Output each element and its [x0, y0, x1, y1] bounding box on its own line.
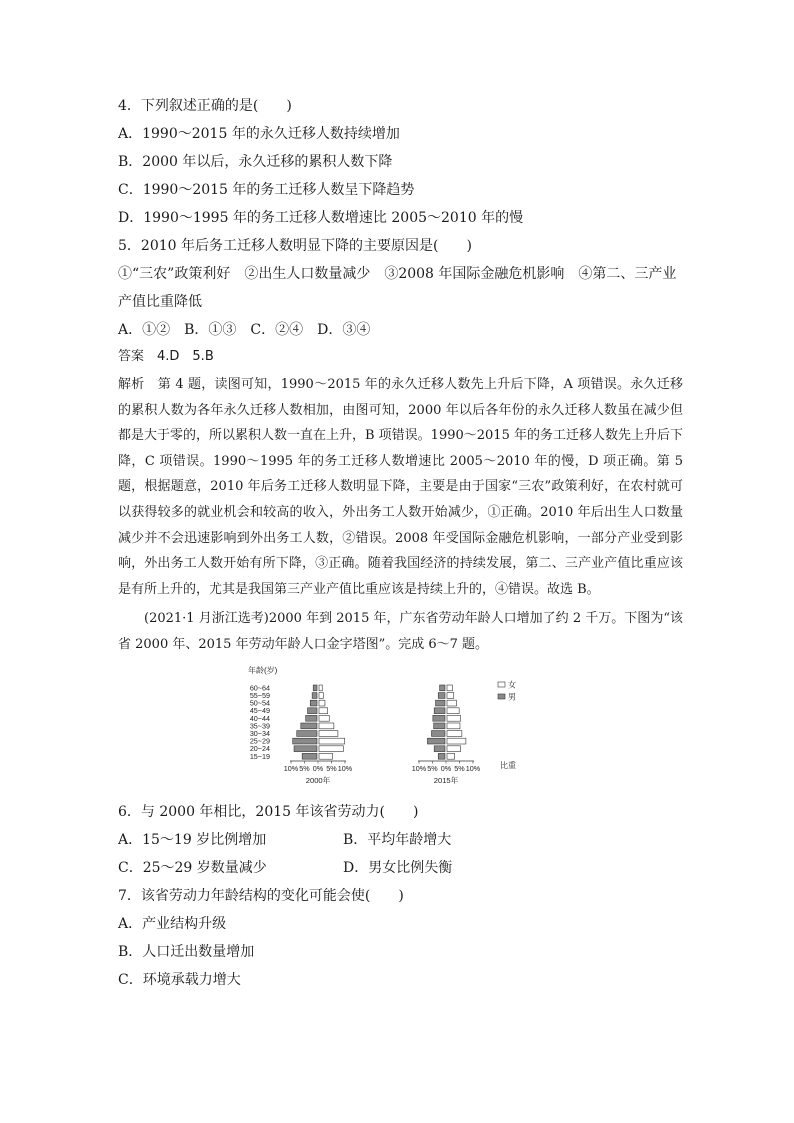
x-axis-label: 比重: [500, 760, 516, 770]
q7-stem: 7．该省劳动力年龄结构的变化可能会使( ): [118, 887, 404, 904]
male-bar: [436, 700, 445, 706]
population-pyramid-figure: [118, 664, 683, 794]
age-tick-label: 15~19: [249, 751, 270, 761]
age-tick-label: 60~64: [249, 682, 270, 692]
female-bar: [447, 707, 459, 713]
female-bar: [319, 738, 345, 744]
male-bar: [302, 753, 317, 759]
female-bar: [319, 715, 329, 721]
x-tick-label: 5%: [427, 763, 438, 773]
q6-options-row-1: [118, 826, 683, 854]
female-bar: [447, 730, 462, 736]
age-tick-label: 20~24: [249, 743, 270, 753]
male-bar: [434, 745, 445, 751]
male-bar: [306, 715, 317, 721]
q6-option-a: A．15～19 岁比例增加: [118, 831, 267, 848]
y-axis-label: 年龄(岁): [248, 665, 278, 675]
x-tick-label: 0%: [440, 763, 452, 773]
q6-option-b: B．平均年龄增大: [343, 831, 452, 848]
female-bar: [447, 745, 461, 751]
female-bar: [319, 753, 333, 759]
male-bar: [438, 692, 445, 698]
female-bar: [319, 730, 338, 736]
q6-7-intro: (2021·1 月浙江选考)2000 年到 2015 年，广东省劳动年龄人口增加了约 2 千万。下图为“该省 2000 年、2015 年劳动年龄人口金字塔图”。完成 6～7 题。: [118, 611, 683, 652]
age-tick-label: 35~39: [249, 720, 270, 730]
male-bar: [312, 692, 317, 698]
male-bar: [293, 738, 317, 744]
female-bar: [447, 723, 460, 729]
male-bar: [297, 730, 317, 736]
age-tick-label: 50~54: [249, 698, 270, 708]
male-bar: [440, 685, 445, 691]
female-bar: [319, 723, 334, 729]
legend-label: 男: [508, 692, 516, 702]
age-tick-label: 55~59: [249, 690, 270, 700]
q5-factors: ①“三农”政策利好 ②出生人口数量减少 ③2008 年国际金融危机影响 ④第二、三产业产值比重降低: [118, 266, 677, 310]
male-bar: [310, 700, 317, 706]
female-bar: [447, 715, 461, 721]
male-bar: [308, 707, 317, 713]
age-tick-label: 40~44: [249, 713, 270, 723]
male-bar: [438, 753, 445, 759]
population-pyramid-chart: [248, 664, 538, 794]
q6-option-d: D．男女比例失衡: [343, 859, 453, 876]
q6-stem: 6．与 2000 年相比，2015 年该省劳动力( ): [118, 803, 419, 820]
female-bar: [319, 692, 323, 698]
q4-option-a: A．1990～2015 年的永久迁移人数持续增加: [118, 126, 400, 142]
female-bar: [319, 685, 322, 691]
age-tick-label: 45~49: [249, 705, 270, 715]
female-bar: [447, 692, 454, 698]
age-tick-label: 30~34: [249, 728, 270, 738]
age-tick-label: 25~29: [249, 736, 270, 746]
q7-option-c: C．环境承载力增大: [118, 971, 241, 988]
female-bar: [447, 700, 456, 706]
x-tick-label: 10%: [465, 763, 481, 773]
x-tick-label: 5%: [299, 763, 310, 773]
q7-option-b: B．人口迁出数量增加: [118, 943, 255, 960]
male-bar: [434, 707, 445, 713]
male-bar: [434, 723, 445, 729]
explanation: 解析 第 4 题，读图可知，1990～2015 年的永久迁移人数先上升后下降，A 项错误。永久迁移的累积人数为各年永久迁移人数相加，由图可知，2000 年以后各年份的永久迁移人数虽在减少但都是大于零的，所以累积人数一直在上升，B 项错误。1990～2015 年的务工迁移人数先上升后下降，C 项错误。1990～1995 年的务工迁移人数增速比 2005～2010 年的慢，D 项正确。第 5 题，根据题意，2010 年后务工迁移人数明显下降，主要是由于国家“三农”政策利好，在农村就可以获得较多的就业机会和较高的收入，外出务工人数开始减少，①正确。2010 年后出生人口数量减少并不会迅速影响到外出务工人数，②错误。2008 年受国际金融危机影响，一部分产业受到影响，外出务工人数开始有所下降，③正确。随着我国经济的持续发展，第二、三产业产值比重应该是有所上升的，尤其是我国第三产业产值比重应该是持续上升的，④错误。故选 B。: [118, 377, 683, 597]
male-bar: [427, 738, 445, 744]
female-bar: [319, 707, 328, 713]
q6-options-row-2: [118, 854, 683, 882]
legend-swatch: [498, 694, 505, 699]
q4-option-d: D．1990～1995 年的务工迁移人数增速比 2005～2010 年的慢: [118, 210, 524, 226]
pyramid-year-label: 2015年: [433, 775, 459, 785]
x-tick-label: 10%: [283, 763, 299, 773]
female-bar: [447, 685, 452, 691]
male-bar: [433, 715, 445, 721]
q4-stem: 4．下列叙述正确的是( ): [118, 98, 292, 114]
q4-option-b: B．2000 年以后，永久迁移的累积人数下降: [118, 154, 393, 170]
legend-label: 女: [508, 680, 516, 690]
x-tick-label: 10%: [337, 763, 353, 773]
female-bar: [447, 738, 466, 744]
answer-line: 答案 4.D 5.B: [118, 349, 214, 364]
male-bar: [301, 723, 317, 729]
q5-options: A．①② B．①③ C．②④ D．③④: [118, 322, 371, 338]
male-bar: [294, 745, 317, 751]
q5-stem: 5．2010 年后务工迁移人数明显下降的主要原因是( ): [118, 238, 472, 254]
q7-option-a: A．产业结构升级: [118, 915, 227, 932]
q4-option-c: C．1990～2015 年的务工迁移人数呈下降趋势: [118, 182, 415, 198]
female-bar: [319, 745, 343, 751]
x-tick-label: 0%: [312, 763, 324, 773]
female-bar: [319, 700, 325, 706]
x-tick-label: 5%: [454, 763, 465, 773]
female-bar: [447, 753, 455, 759]
exam-page: [118, 92, 683, 994]
pyramid-year-label: 2000年: [305, 775, 331, 785]
x-tick-label: 5%: [326, 763, 337, 773]
male-bar: [313, 685, 317, 691]
x-tick-label: 10%: [411, 763, 427, 773]
male-bar: [432, 730, 446, 736]
legend-swatch: [498, 682, 505, 687]
q6-option-c: C．25～29 岁数量减少: [118, 859, 267, 876]
